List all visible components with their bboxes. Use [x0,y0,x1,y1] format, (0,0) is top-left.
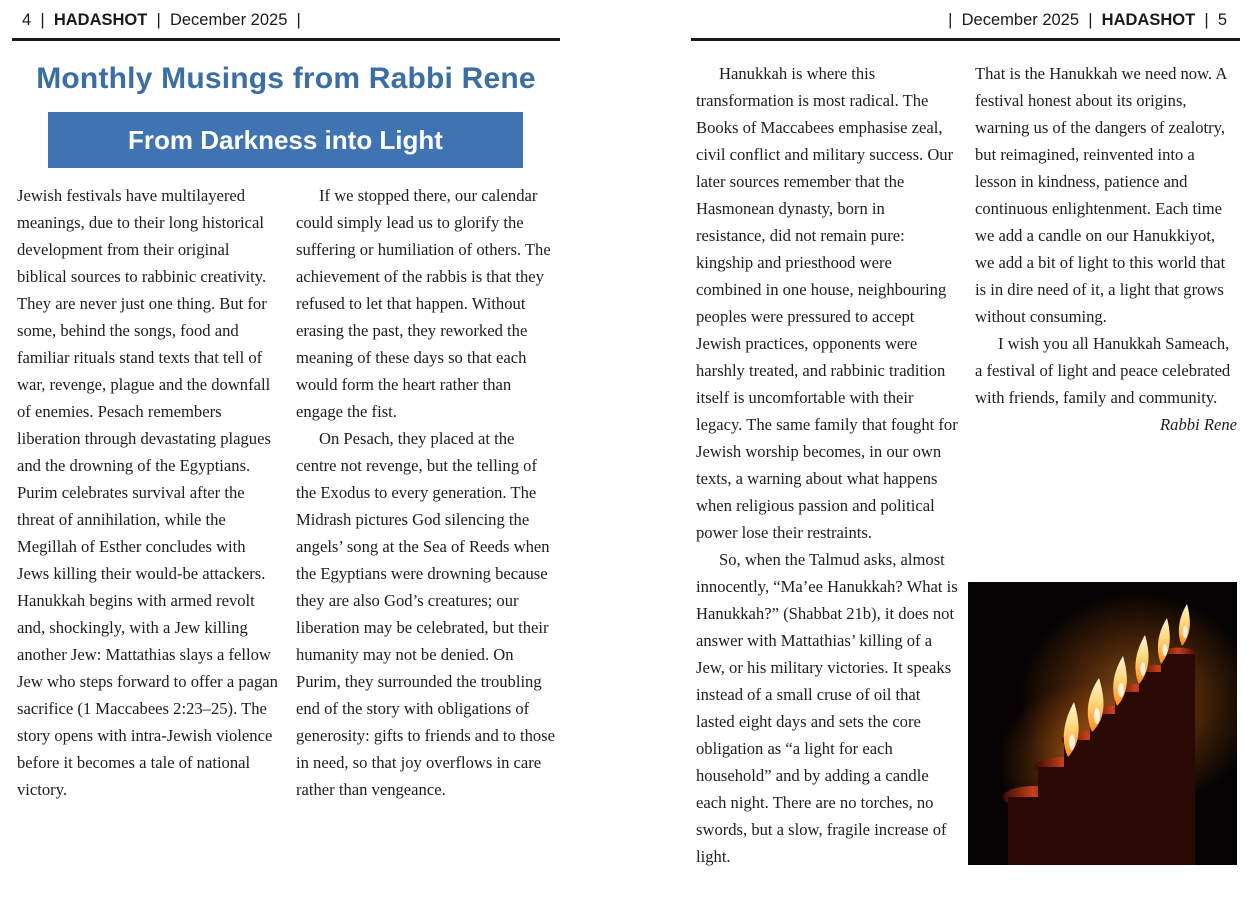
paragraph: On Pesach, they placed at the centre not revenge, but the telling of the Exodus to every generation. The Midrash pictures God silencing the angels’ song at the Sea of Reeds when the Egyptians were drowning because they are also God’s creatures; our liberation may be celebrated, but their humanity may not be denied. On Purim, they surrounded the troubling end of the story with obligations of generosity: gifts to friends and to those in need, so that joy overflows in care rather than vengeance. [296,429,556,799]
article-column-4 [975,60,1237,438]
article-subtitle-banner [48,112,523,168]
page-number: 4 [22,11,32,29]
author-signature: Rabbi Rene [1160,415,1237,434]
article-title: Monthly Musings from Rabbi Rene [36,62,536,95]
issue-date: December 2025 [169,11,288,29]
article-column-3 [696,60,958,870]
article-column-2 [296,182,556,803]
right-page-header: | December 2025 | HADASHOT | 5 [948,11,1227,29]
left-header-rule [12,38,560,41]
right-header-rule [691,38,1240,41]
article-column-1 [17,182,281,803]
article-subtitle: From Darkness into Light [128,124,443,155]
candle-flames-illustration [968,582,1237,865]
paragraph: So, when the Talmud asks, almost innocently, “Ma’ee Hanukkah? What is Hanukkah?” (Shabbat 21b), it does not answer with Mattathias’ killing of a Jew, or his military victories. It speaks instead of a small cruse of oil that lasted eight days and sets the core obligation as “a light for each household” and by adding a candle each night. There are no torches, no swords, but a slow, fragile increase of light. [696,550,958,866]
paragraph: I wish you all Hanukkah Sameach, a festival of light and peace celebrated with friends, family and community. [975,334,1231,407]
paragraph: Hanukkah is where this transformation is most radical. The Books of Maccabees emphasise zeal, civil conflict and military success. Our later sources remember that the Hasmonean dynasty, born in resistance, did not remain pure: kingship and priesthood were combined in one house, neighbouring peoples were pressured to accept Jewish practices, opponents were harshly treated, and rabbinic tradition itself is uncomfortable with their legacy. The same family that fought for Jewish worship becomes, in our own texts, a warning about what happens when religious passion and political power lose their restraints. [696,64,958,542]
publication-name: HADASHOT [1101,11,1196,29]
paragraph: If we stopped there, our calendar could simply lead us to glorify the suffering or humiliation of others. The achievement of the rabbis is that they refused to let that happen. Without erasing the past, they reworked the meaning of these days so that each would form the heart rather than engage the fist. [296,186,551,421]
paragraph: That is the Hanukkah we need now. A festival honest about its origins, warning us of the dangers of zealotry, but reimagined, reinvented into a lesson in kindness, patience and continuous enlightenment. Each time we add a candle on our Hanukkiyot, we add a bit of light to this world that is in dire need of it, a light that grows without consuming. [975,64,1227,326]
issue-date: December 2025 [961,11,1080,29]
left-page-header: 4 | HADASHOT | December 2025 | [22,11,301,29]
hanukkah-candles-photo [968,582,1237,865]
publication-name: HADASHOT [53,11,148,29]
page-number: 5 [1217,11,1227,29]
paragraph: Jewish festivals have multilayered meanings, due to their long historical development from their original biblical sources to rabbinic creativity. They are never just one thing. But for some, behind the songs, food and familiar rituals stand texts that tell of war, revenge, plague and the downfall of enemies. Pesach remembers liberation through devastating plagues and the drowning of the Egyptians. Purim celebrates survival after the threat of annihilation, while the Megillah of Esther concludes with Jews killing their would-be attackers. Hanukkah begins with armed revolt and, shockingly, with a Jew killing another Jew: Mattathias slays a fellow Jew who steps forward to offer a pagan sacrifice (1 Maccabees 2:23–25). The story opens with intra-Jewish violence before it becomes a tale of national victory. [17,186,278,799]
